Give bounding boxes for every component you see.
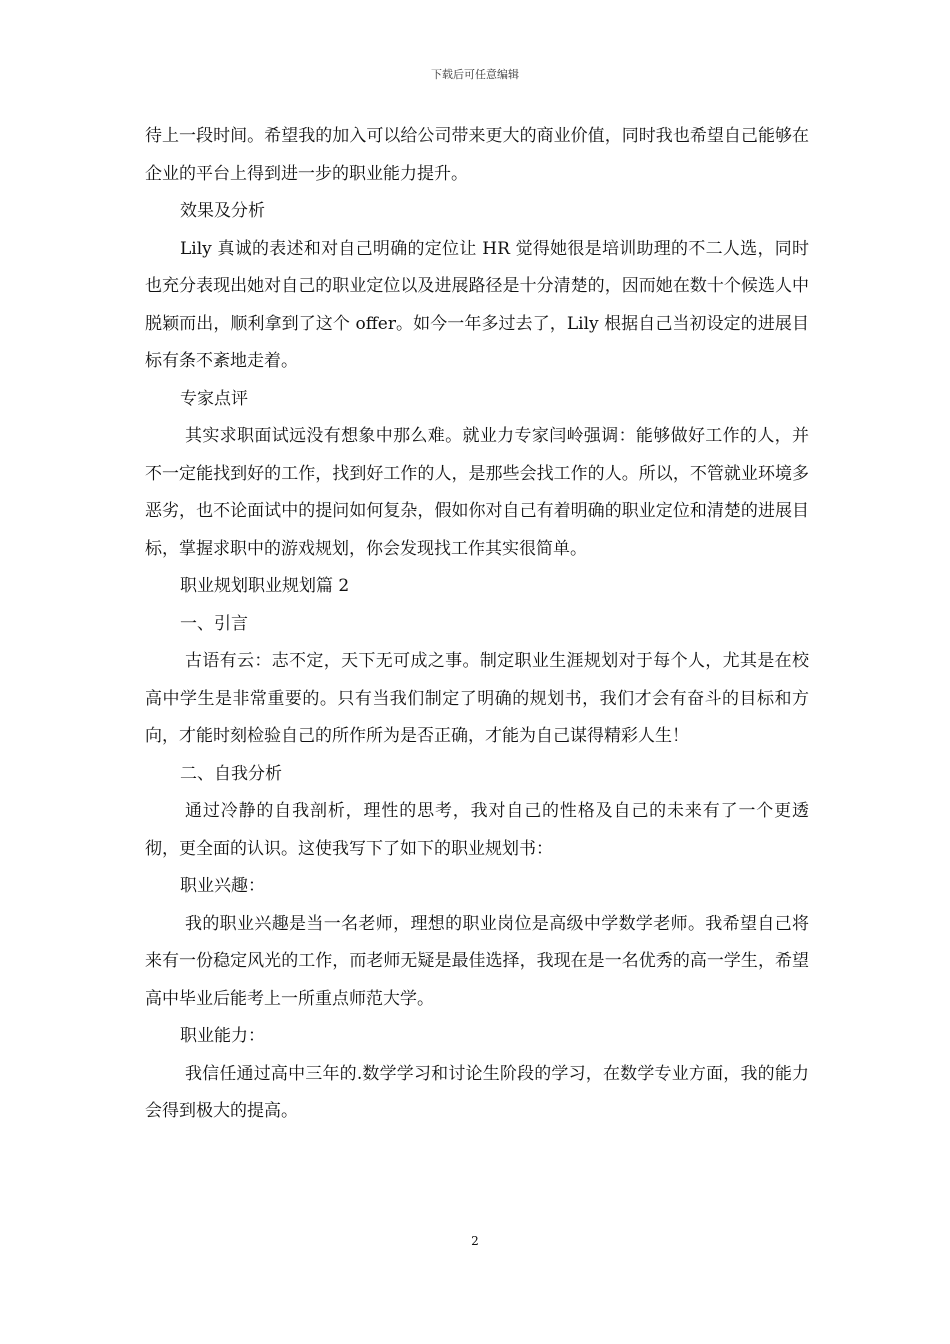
section-heading-self-analysis: 二、自我分析 bbox=[180, 763, 282, 784]
paragraph-career-interest: 我的职业兴趣是当一名老师，理想的职业岗位是高级中学数学老师。我希望自己将来有一份稳定风光的工作，而老师无疑是最佳选择，我现在是一名优秀的高一学生，希望高中毕业后能考上一所重点师范大学。 bbox=[145, 913, 809, 1009]
section-heading-effect-analysis: 效果及分析 bbox=[180, 201, 265, 221]
subheading-career-ability: 职业能力： bbox=[180, 1026, 265, 1046]
article-title-part-2: 职业规划职业规划篇 2 bbox=[180, 576, 350, 596]
paragraph-lily-analysis: Lily 真诚的表述和对自己明确的定位让 HR 觉得她很是培训助理的不二人选，同时也充分表现出她对自己的职业定位以及进展路径是十分清楚的，因而她在数十个候选人中脱颖而出，顺利拿到了这个 offer。如今一年多过去了，Lily 根据自己当初设定的进展目标有条不紊地走着。 bbox=[145, 238, 809, 371]
paragraph-career-ability: 我信任通过高中三年的.数学学习和讨论生阶段的学习，在数学专业方面，我的能力会得到极大的提高。 bbox=[145, 1063, 809, 1121]
page-number: 2 bbox=[471, 1234, 479, 1248]
paragraph-self-analysis: 通过冷静的自我剖析，理性的思考，我对自己的性格及自己的未来有了一个更透彻，更全面的认识。这使我写下了如下的职业规划书： bbox=[145, 801, 809, 859]
section-heading-expert-comment: 专家点评 bbox=[180, 388, 248, 409]
paragraph-continuation: 待上一段时间。希望我的加入可以给公司带来更大的商业价值，同时我也希望自己能够在企业的平台上得到进一步的职业能力提升。 bbox=[145, 126, 809, 184]
subheading-career-interest: 职业兴趣： bbox=[180, 876, 265, 896]
section-heading-introduction: 一、引言 bbox=[180, 613, 248, 634]
page-header: 下载后可任意编辑 bbox=[431, 68, 519, 81]
paragraph-expert-comment: 其实求职面试远没有想象中那么难。就业力专家闫岭强调：能够做好工作的人，并不一定能找到好的工作，找到好工作的人，是那些会找工作的人。所以，不管就业环境多恶劣，也不论面试中的提问如何复杂，假如你对自己有着明确的职业定位和清楚的进展目标，掌握求职中的游戏规划，你会发现找工作其实很简单。 bbox=[145, 426, 809, 559]
document-body bbox=[145, 118, 809, 1131]
paragraph-introduction: 古语有云：志不定，天下无可成之事。制定职业生涯规划对于每个人，尤其是在校高中学生是非常重要的。只有当我们制定了明确的规划书，我们才会有奋斗的目标和方向，才能时刻检验自己的所作所为是否正确，才能为自己谋得精彩人生！ bbox=[145, 651, 809, 746]
